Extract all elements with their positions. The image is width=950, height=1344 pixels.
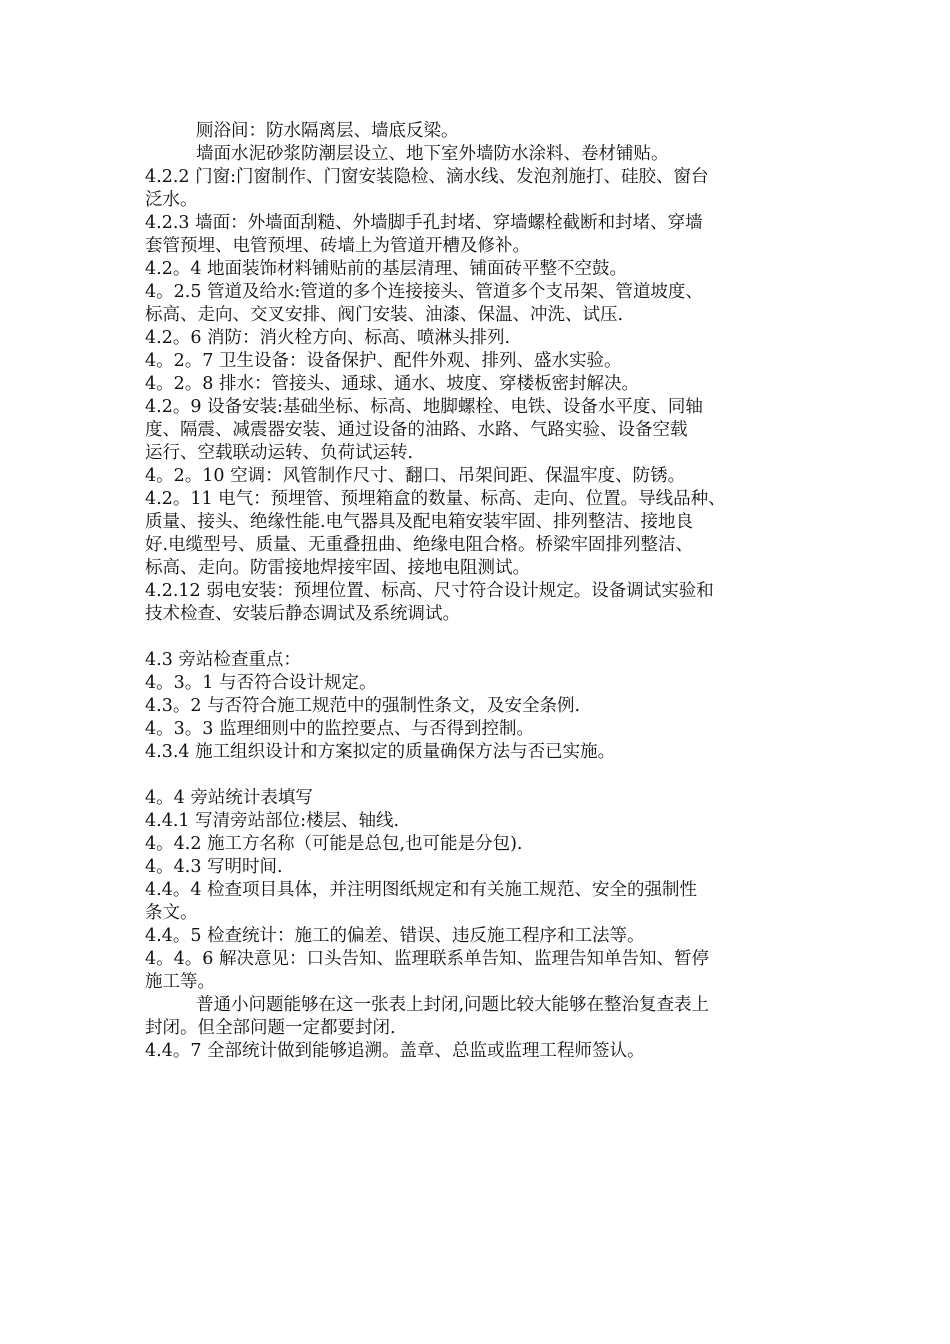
- text-line: 4。4 旁站统计表填写: [145, 788, 313, 808]
- text-line: 施工等。: [145, 972, 215, 992]
- text-line: 4.3。2 与否符合施工规范中的强制性条文，及安全条例.: [145, 696, 581, 716]
- text-line: 4.2。4 地面装饰材料铺贴前的基层清理、铺面砖平整不空鼓。: [145, 259, 628, 279]
- text-line: 4。2.5 管道及给水:管道的多个连接接头、管道多个支吊架、管道坡度、: [145, 282, 703, 302]
- text-line: 套管预埋、电管预埋、砖墙上为管道开槽及修补。: [145, 236, 530, 256]
- blank-line: [145, 764, 810, 787]
- text-line: 4.4。7 全部统计做到能够追溯。盖章、总监或监理工程师签认。: [145, 1041, 645, 1061]
- text-line: 标高、走向。防雷接地焊接牢固、接地电阻测试。: [145, 558, 530, 578]
- text-line: 4。3。1 与否符合设计规定。: [145, 673, 377, 693]
- text-line: 厕浴间：防水隔离层、墙底反梁。: [196, 121, 459, 141]
- text-line: 技术检查、安装后静态调试及系统调试。: [145, 604, 460, 624]
- text-line: 4.3 旁站检查重点：: [145, 650, 301, 670]
- text-line: 4。3。3 监理细则中的监控要点、与否得到控制。: [145, 719, 534, 739]
- text-line: 4。4。6 解决意见：口头告知、监理联系单告知、监理告知单告知、暂停: [145, 949, 709, 969]
- text-line: 好.电缆型号、质量、无重叠扭曲、绝缘电阻合格。桥梁牢固排列整洁、: [145, 535, 694, 555]
- text-line: 质量、接头、绝缘性能.电气器具及配电箱安装牢固、排列整洁、接地良: [145, 512, 694, 532]
- text-line: 4.4。4 检查项目具体，并注明图纸规定和有关施工规范、安全的强制性: [145, 880, 698, 900]
- text-line: 4.4。5 检查统计：施工的偏差、错误、违反施工程序和工法等。: [145, 926, 645, 946]
- text-line: 4.2。11 电气：预埋管、预埋箱盒的数量、标高、走向、位置。导线品种、: [145, 489, 726, 509]
- text-line: 运行、空载联动运转、负荷试运转.: [145, 443, 414, 463]
- text-line: 4。4.3 写明时间.: [145, 857, 283, 877]
- blank-line: [145, 626, 810, 649]
- text-line: 4。4.2 施工方名称（可能是总包,也可能是分包).: [145, 834, 523, 854]
- text-line: 标高、走向、交叉安排、阀门安装、油漆、保温、冲洗、试压.: [145, 305, 624, 325]
- text-line: 泛水。: [145, 190, 198, 210]
- text-line: 4。2。10 空调：风管制作尺寸、翻口、吊架间距、保温牢度、防锈。: [145, 466, 686, 486]
- text-line: 4。2。8 排水：管接头、通球、通水、坡度、穿楼板密封解决。: [145, 374, 639, 394]
- text-line: 墙面水泥砂浆防潮层设立、地下室外墙防水涂料、卷材铺贴。: [196, 144, 669, 164]
- document-page: [145, 120, 810, 1063]
- text-line: 度、隔震、减震器安装、通过设备的油路、水路、气路实验、设备空载: [145, 420, 688, 440]
- text-line: 4.4.1 写清旁站部位:楼层、轴线.: [145, 811, 400, 831]
- text-line: 4.2。6 消防：消火栓方向、标高、喷淋头排列.: [145, 328, 511, 348]
- text-line: 条文。: [145, 903, 198, 923]
- text-line: 4.2.3 墙面：外墙面刮糙、外墙脚手孔封堵、穿墙螺栓截断和封堵、穿墙: [145, 213, 703, 233]
- text-line: 普通小问题能够在这一张表上封闭,问题比较大能够在整治复查表上: [196, 995, 710, 1015]
- text-line: 4.2.2 门窗:门窗制作、门窗安装隐检、滴水线、发泡剂施打、硅胶、窗台: [145, 167, 709, 187]
- text-line: 封闭。但全部问题一定都要封闭.: [145, 1018, 396, 1038]
- text-line: 4.3.4 施工组织设计和方案拟定的质量确保方法与否已实施。: [145, 742, 616, 762]
- text-line: 4.2。9 设备安装:基础坐标、标高、地脚螺栓、电铁、设备水平度、同轴: [145, 397, 703, 417]
- text-line: 4。2。7 卫生设备：设备保护、配件外观、排列、盛水实验。: [145, 351, 622, 371]
- text-line: 4.2.12 弱电安装：预埋位置、标高、尺寸符合设计规定。设备调试实验和: [145, 581, 714, 601]
